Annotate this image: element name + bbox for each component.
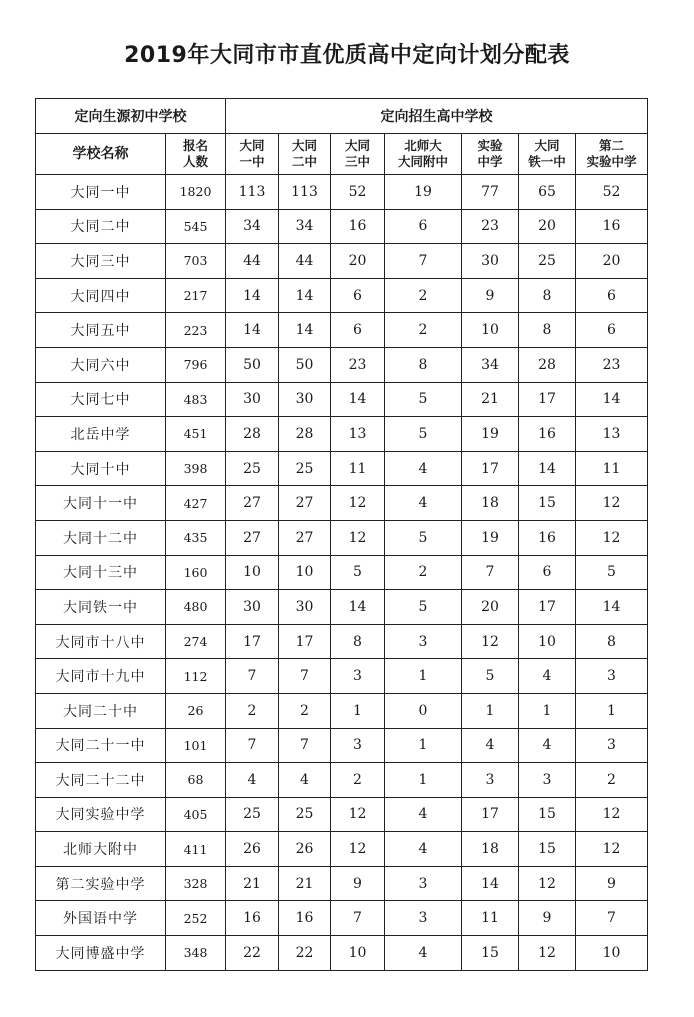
- allocation-cell: 44: [279, 244, 331, 279]
- table-row: [36, 313, 648, 348]
- allocation-cell: 21: [279, 866, 331, 901]
- allocation-cell: 2: [385, 313, 462, 348]
- applicants-cell: 274: [166, 624, 226, 659]
- allocation-cell: 25: [279, 451, 331, 486]
- allocation-cell: 34: [279, 209, 331, 244]
- allocation-cell: 5: [331, 555, 385, 590]
- allocation-cell: 6: [576, 278, 648, 313]
- applicants-cell: 348: [166, 936, 226, 971]
- allocation-cell: 23: [331, 347, 385, 382]
- allocation-cell: 3: [331, 728, 385, 763]
- allocation-cell: 14: [279, 313, 331, 348]
- allocation-cell: 14: [331, 382, 385, 417]
- allocation-cell: 30: [462, 244, 519, 279]
- allocation-cell: 20: [576, 244, 648, 279]
- allocation-cell: 23: [576, 347, 648, 382]
- applicants-cell: 252: [166, 901, 226, 936]
- allocation-cell: 7: [576, 901, 648, 936]
- allocation-cell: 11: [462, 901, 519, 936]
- allocation-cell: 19: [385, 175, 462, 210]
- school-name-cell: 大同十三中: [36, 555, 166, 590]
- applicants-cell: 480: [166, 590, 226, 625]
- allocation-cell: 27: [279, 520, 331, 555]
- allocation-cell: 4: [279, 763, 331, 798]
- applicants-cell: 427: [166, 486, 226, 521]
- school-name-cell: 大同六中: [36, 347, 166, 382]
- school-name-cell: 大同二十中: [36, 693, 166, 728]
- allocation-cell: 18: [462, 486, 519, 521]
- table-row: [36, 209, 648, 244]
- allocation-cell: 4: [519, 728, 576, 763]
- allocation-cell: 6: [331, 278, 385, 313]
- school-name-cell: 大同二十一中: [36, 728, 166, 763]
- school-name-cell: 大同市十八中: [36, 624, 166, 659]
- allocation-cell: 14: [226, 313, 279, 348]
- allocation-cell: 15: [462, 936, 519, 971]
- applicants-cell: 405: [166, 797, 226, 832]
- applicants-cell: 451: [166, 417, 226, 452]
- allocation-cell: 65: [519, 175, 576, 210]
- school-name-header: 学校名称: [36, 134, 166, 175]
- applicants-cell: 796: [166, 347, 226, 382]
- target-header: [576, 134, 648, 175]
- allocation-cell: 17: [226, 624, 279, 659]
- allocation-cell: 7: [385, 244, 462, 279]
- allocation-cell: 8: [519, 313, 576, 348]
- target-header-line: 大同: [534, 138, 560, 153]
- allocation-cell: 1: [331, 693, 385, 728]
- target-header-line: 北师大: [404, 138, 442, 153]
- allocation-cell: 2: [279, 693, 331, 728]
- allocation-cell: 15: [519, 486, 576, 521]
- applicants-cell: 411: [166, 832, 226, 867]
- allocation-cell: 12: [331, 486, 385, 521]
- allocation-cell: 30: [279, 382, 331, 417]
- allocation-cell: 4: [385, 832, 462, 867]
- allocation-cell: 12: [576, 486, 648, 521]
- allocation-cell: 14: [226, 278, 279, 313]
- allocation-cell: 30: [226, 590, 279, 625]
- allocation-cell: 7: [226, 728, 279, 763]
- applicants-header-line: 人数: [182, 154, 208, 169]
- allocation-cell: 4: [385, 451, 462, 486]
- allocation-cell: 9: [519, 901, 576, 936]
- table-row: [36, 244, 648, 279]
- target-group-header: 定向招生高中学校: [226, 99, 648, 134]
- allocation-cell: 8: [519, 278, 576, 313]
- school-name-cell: 外国语中学: [36, 901, 166, 936]
- school-name-cell: 大同十一中: [36, 486, 166, 521]
- target-header: [226, 134, 279, 175]
- allocation-cell: 3: [385, 866, 462, 901]
- allocation-cell: 14: [462, 866, 519, 901]
- allocation-cell: 1: [385, 728, 462, 763]
- allocation-cell: 6: [519, 555, 576, 590]
- allocation-cell: 34: [226, 209, 279, 244]
- allocation-cell: 4: [385, 486, 462, 521]
- allocation-cell: 44: [226, 244, 279, 279]
- allocation-cell: 12: [331, 797, 385, 832]
- source-group-header: 定向生源初中学校: [36, 99, 226, 134]
- allocation-cell: 5: [385, 520, 462, 555]
- allocation-cell: 23: [462, 209, 519, 244]
- allocation-cell: 7: [462, 555, 519, 590]
- allocation-cell: 52: [576, 175, 648, 210]
- allocation-cell: 9: [462, 278, 519, 313]
- allocation-cell: 16: [576, 209, 648, 244]
- school-name-cell: 大同二中: [36, 209, 166, 244]
- school-name-cell: 大同十二中: [36, 520, 166, 555]
- allocation-cell: 12: [519, 866, 576, 901]
- allocation-table: [35, 98, 648, 971]
- allocation-cell: 1: [385, 659, 462, 694]
- allocation-cell: 17: [462, 451, 519, 486]
- applicants-cell: 160: [166, 555, 226, 590]
- allocation-cell: 14: [331, 590, 385, 625]
- table-row: [36, 417, 648, 452]
- allocation-cell: 25: [226, 797, 279, 832]
- allocation-cell: 7: [279, 659, 331, 694]
- allocation-cell: 22: [226, 936, 279, 971]
- target-header-line: 二中: [291, 154, 317, 169]
- allocation-cell: 19: [462, 417, 519, 452]
- school-name-cell: 北师大附中: [36, 832, 166, 867]
- allocation-cell: 50: [226, 347, 279, 382]
- allocation-cell: 10: [576, 936, 648, 971]
- allocation-cell: 1: [462, 693, 519, 728]
- applicants-cell: 483: [166, 382, 226, 417]
- school-name-cell: 大同博盛中学: [36, 936, 166, 971]
- target-header-line: 大同附中: [397, 154, 448, 169]
- allocation-cell: 2: [226, 693, 279, 728]
- applicants-cell: 328: [166, 866, 226, 901]
- target-header-line: 中学: [477, 154, 503, 169]
- allocation-cell: 1: [519, 693, 576, 728]
- table-row: [36, 590, 648, 625]
- target-header: [385, 134, 462, 175]
- allocation-cell: 9: [576, 866, 648, 901]
- applicants-header: [166, 134, 226, 175]
- allocation-cell: 20: [462, 590, 519, 625]
- allocation-cell: 11: [576, 451, 648, 486]
- school-name-cell: 大同三中: [36, 244, 166, 279]
- allocation-cell: 7: [279, 728, 331, 763]
- header-row-groups: [36, 99, 648, 134]
- allocation-cell: 2: [576, 763, 648, 798]
- allocation-cell: 5: [385, 417, 462, 452]
- allocation-cell: 6: [385, 209, 462, 244]
- school-name-cell: 北岳中学: [36, 417, 166, 452]
- target-header-line: 三中: [344, 154, 370, 169]
- table-row: [36, 901, 648, 936]
- allocation-cell: 14: [576, 590, 648, 625]
- table-row: [36, 624, 648, 659]
- allocation-cell: 6: [331, 313, 385, 348]
- applicants-cell: 68: [166, 763, 226, 798]
- table-row: [36, 763, 648, 798]
- table-row: [36, 832, 648, 867]
- allocation-cell: 12: [519, 936, 576, 971]
- allocation-cell: 12: [576, 797, 648, 832]
- applicants-cell: 1820: [166, 175, 226, 210]
- table-row: [36, 451, 648, 486]
- allocation-cell: 15: [519, 832, 576, 867]
- applicants-cell: 223: [166, 313, 226, 348]
- allocation-cell: 34: [462, 347, 519, 382]
- allocation-cell: 3: [385, 624, 462, 659]
- allocation-cell: 5: [385, 382, 462, 417]
- table-row: [36, 728, 648, 763]
- table-row: [36, 659, 648, 694]
- school-name-cell: 大同市十九中: [36, 659, 166, 694]
- allocation-cell: 12: [331, 832, 385, 867]
- allocation-cell: 4: [385, 936, 462, 971]
- allocation-cell: 17: [462, 797, 519, 832]
- allocation-cell: 11: [331, 451, 385, 486]
- allocation-cell: 16: [279, 901, 331, 936]
- allocation-cell: 25: [519, 244, 576, 279]
- target-header-line: 大同: [344, 138, 370, 153]
- target-header: [462, 134, 519, 175]
- target-header: [331, 134, 385, 175]
- target-header-line: 第二: [599, 138, 625, 153]
- allocation-cell: 13: [576, 417, 648, 452]
- table-row: [36, 797, 648, 832]
- allocation-cell: 7: [226, 659, 279, 694]
- allocation-cell: 113: [226, 175, 279, 210]
- allocation-cell: 50: [279, 347, 331, 382]
- target-header-line: 一中: [239, 154, 265, 169]
- table-row: [36, 347, 648, 382]
- table-row: [36, 693, 648, 728]
- table-body: [36, 175, 648, 971]
- allocation-cell: 16: [519, 520, 576, 555]
- allocation-cell: 0: [385, 693, 462, 728]
- allocation-cell: 8: [576, 624, 648, 659]
- applicants-cell: 435: [166, 520, 226, 555]
- allocation-cell: 25: [279, 797, 331, 832]
- allocation-cell: 4: [462, 728, 519, 763]
- table-row: [36, 382, 648, 417]
- applicants-cell: 703: [166, 244, 226, 279]
- allocation-cell: 5: [385, 590, 462, 625]
- target-header-line: 铁一中: [528, 154, 566, 169]
- allocation-cell: 2: [331, 763, 385, 798]
- allocation-cell: 19: [462, 520, 519, 555]
- allocation-cell: 8: [385, 347, 462, 382]
- allocation-cell: 3: [462, 763, 519, 798]
- table-row: [36, 866, 648, 901]
- target-header: [519, 134, 576, 175]
- allocation-cell: 5: [576, 555, 648, 590]
- target-header-line: 大同: [239, 138, 265, 153]
- allocation-cell: 12: [462, 624, 519, 659]
- school-name-cell: 大同一中: [36, 175, 166, 210]
- allocation-cell: 20: [519, 209, 576, 244]
- allocation-cell: 14: [279, 278, 331, 313]
- allocation-cell: 3: [519, 763, 576, 798]
- allocation-cell: 10: [226, 555, 279, 590]
- allocation-cell: 26: [279, 832, 331, 867]
- target-header-line: 大同: [291, 138, 317, 153]
- table-row: [36, 936, 648, 971]
- allocation-cell: 16: [331, 209, 385, 244]
- school-name-cell: 第二实验中学: [36, 866, 166, 901]
- school-name-cell: 大同四中: [36, 278, 166, 313]
- school-name-cell: 大同实验中学: [36, 797, 166, 832]
- allocation-cell: 7: [331, 901, 385, 936]
- allocation-cell: 3: [576, 659, 648, 694]
- table-row: [36, 175, 648, 210]
- allocation-cell: 4: [519, 659, 576, 694]
- allocation-cell: 17: [279, 624, 331, 659]
- allocation-cell: 113: [279, 175, 331, 210]
- allocation-cell: 12: [331, 520, 385, 555]
- allocation-cell: 3: [576, 728, 648, 763]
- table-row: [36, 520, 648, 555]
- allocation-cell: 27: [226, 520, 279, 555]
- allocation-cell: 13: [331, 417, 385, 452]
- school-name-cell: 大同十中: [36, 451, 166, 486]
- allocation-cell: 17: [519, 382, 576, 417]
- allocation-cell: 14: [576, 382, 648, 417]
- allocation-cell: 4: [385, 797, 462, 832]
- table-row: [36, 555, 648, 590]
- target-header-line: 实验中学: [586, 154, 637, 169]
- allocation-cell: 16: [226, 901, 279, 936]
- allocation-cell: 10: [462, 313, 519, 348]
- allocation-cell: 2: [385, 555, 462, 590]
- allocation-cell: 10: [279, 555, 331, 590]
- allocation-cell: 30: [226, 382, 279, 417]
- applicants-cell: 101: [166, 728, 226, 763]
- allocation-cell: 5: [462, 659, 519, 694]
- allocation-cell: 28: [279, 417, 331, 452]
- header-row-columns: [36, 134, 648, 175]
- allocation-cell: 22: [279, 936, 331, 971]
- page-title: 2019年大同市市直优质高中定向计划分配表: [124, 43, 570, 68]
- allocation-cell: 28: [226, 417, 279, 452]
- table-row: [36, 278, 648, 313]
- allocation-cell: 21: [462, 382, 519, 417]
- allocation-cell: 9: [331, 866, 385, 901]
- allocation-cell: 12: [576, 832, 648, 867]
- allocation-cell: 6: [576, 313, 648, 348]
- applicants-cell: 398: [166, 451, 226, 486]
- allocation-cell: 2: [385, 278, 462, 313]
- allocation-cell: 26: [226, 832, 279, 867]
- target-header-line: 实验: [477, 138, 503, 153]
- allocation-cell: 30: [279, 590, 331, 625]
- school-name-cell: 大同七中: [36, 382, 166, 417]
- applicants-header-line: 报名: [182, 138, 208, 153]
- allocation-cell: 14: [519, 451, 576, 486]
- allocation-cell: 3: [385, 901, 462, 936]
- table-row: [36, 486, 648, 521]
- applicants-cell: 26: [166, 693, 226, 728]
- allocation-cell: 77: [462, 175, 519, 210]
- applicants-cell: 112: [166, 659, 226, 694]
- allocation-cell: 28: [519, 347, 576, 382]
- allocation-cell: 15: [519, 797, 576, 832]
- allocation-cell: 20: [331, 244, 385, 279]
- school-name-cell: 大同五中: [36, 313, 166, 348]
- school-name-cell: 大同铁一中: [36, 590, 166, 625]
- allocation-cell: 17: [519, 590, 576, 625]
- allocation-cell: 16: [519, 417, 576, 452]
- allocation-cell: 4: [226, 763, 279, 798]
- school-name-cell: 大同二十二中: [36, 763, 166, 798]
- allocation-cell: 3: [331, 659, 385, 694]
- applicants-cell: 217: [166, 278, 226, 313]
- allocation-cell: 1: [576, 693, 648, 728]
- allocation-cell: 1: [385, 763, 462, 798]
- target-header: [279, 134, 331, 175]
- allocation-cell: 10: [519, 624, 576, 659]
- applicants-cell: 545: [166, 209, 226, 244]
- allocation-cell: 27: [226, 486, 279, 521]
- allocation-cell: 18: [462, 832, 519, 867]
- allocation-cell: 10: [331, 936, 385, 971]
- allocation-cell: 21: [226, 866, 279, 901]
- allocation-cell: 52: [331, 175, 385, 210]
- allocation-cell: 8: [331, 624, 385, 659]
- allocation-cell: 12: [576, 520, 648, 555]
- allocation-cell: 25: [226, 451, 279, 486]
- allocation-cell: 27: [279, 486, 331, 521]
